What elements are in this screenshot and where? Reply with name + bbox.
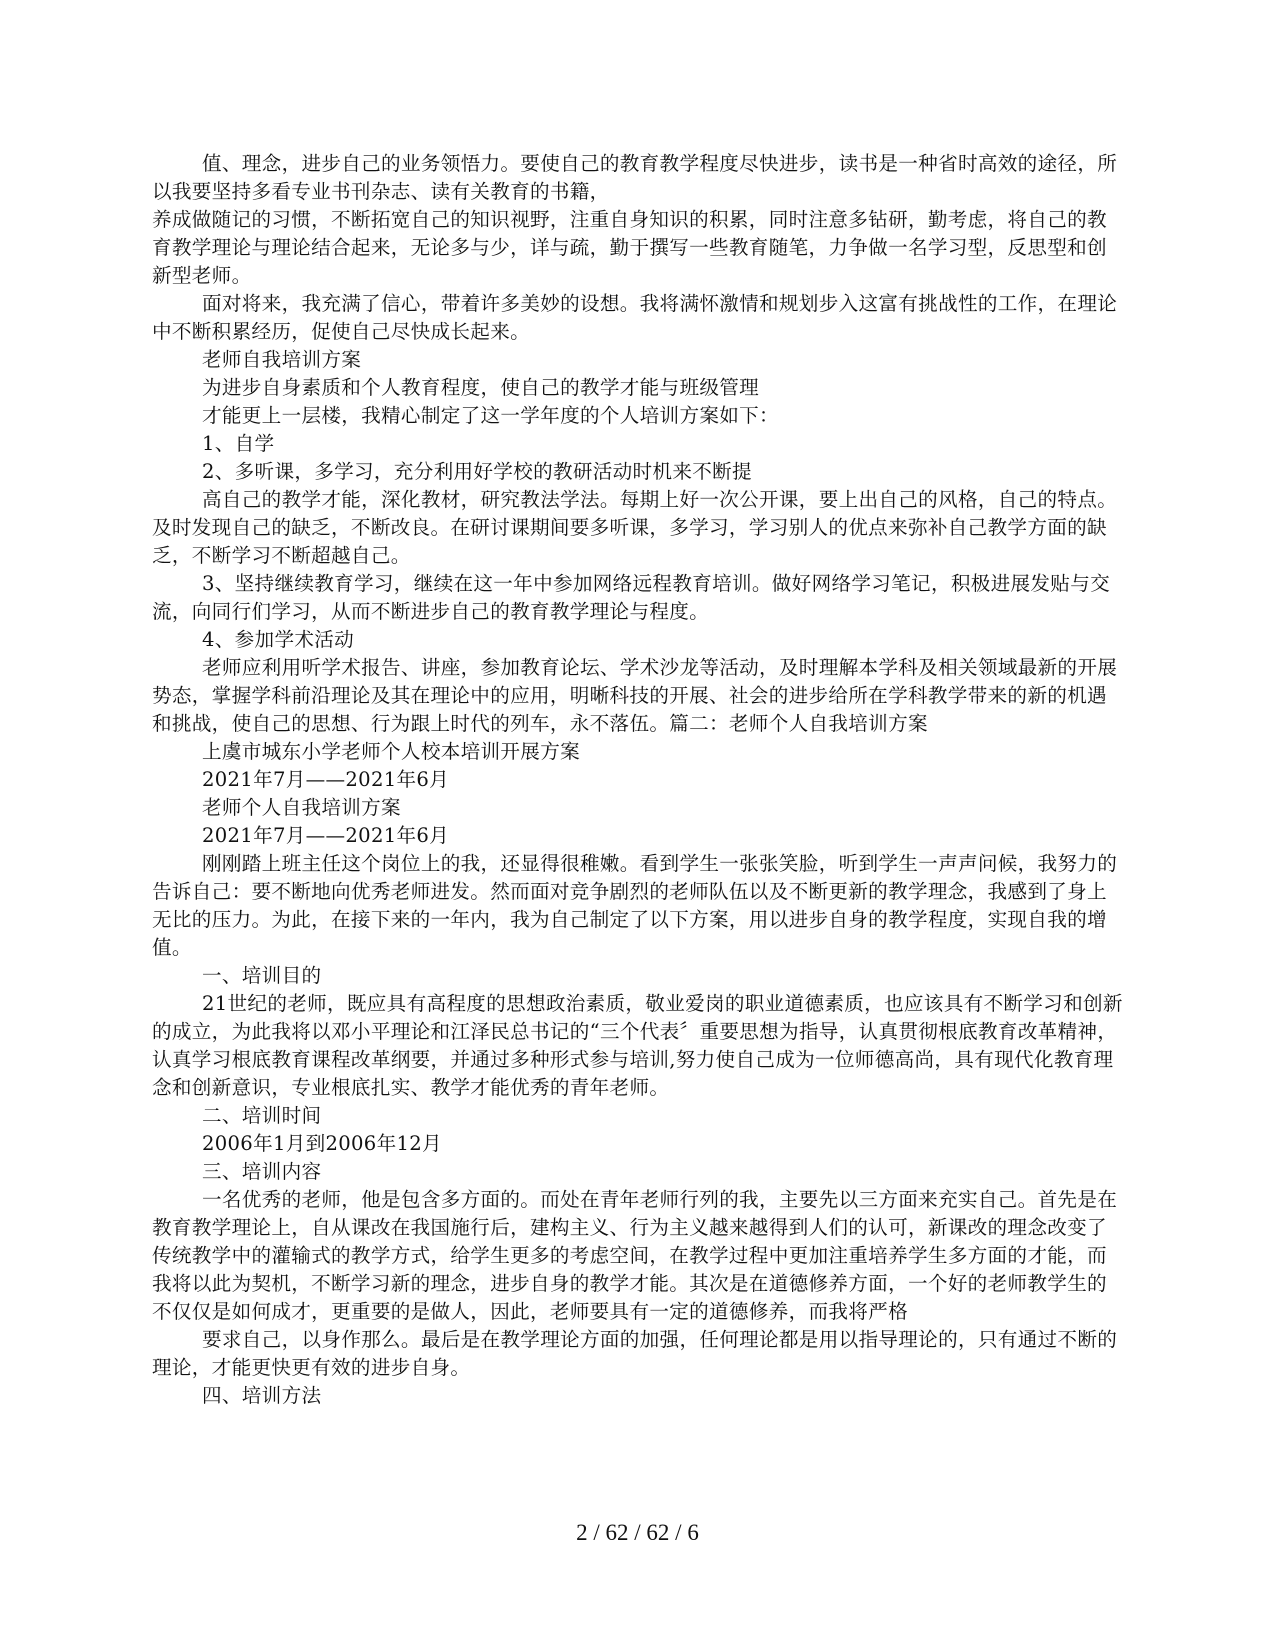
paragraph: 老师自我培训方案 — [202, 348, 362, 371]
page-number-footer: 2 / 62 / 62 / 6 — [576, 1520, 699, 1545]
paragraph: 刚刚踏上班主任这个岗位上的我，还显得很稚嫩。看到学生一张张笑脸，听到学生一声声问候，我努力的告诉自己：要不断地向优秀老师进发。然而面对竞争剧烈的老师队伍以及不断更新的教学理念，我感到了身上无比的压力。为此，在接下来的一年内，我为自己制定了以下方案，用以进步自身的教学程度，实现自我的增值。 — [152, 852, 1118, 959]
paragraph: 要求自己，以身作那么。最后是在教学理论方面的加强，任何理论都是用以指导理论的，只有通过不断的理论，才能更快更有效的进步自身。 — [152, 1328, 1118, 1379]
paragraph: 2、多听课，多学习，充分利用好学校的教研活动时机来不断提 — [202, 460, 752, 483]
paragraph: 才能更上一层楼，我精心制定了这一学年度的个人培训方案如下： — [202, 404, 779, 427]
paragraph: 一名优秀的老师，他是包含多方面的。而处在青年老师行列的我，主要先以三方面来充实自己。首先是在教育教学理论上，自从课改在我国施行后，建构主义、行为主义越来越得到人们的认可，新课改的理念改变了传统教学中的灌输式的教学方式，给学生更多的考虑空间，在教学过程中更加注重培养学生多方面的才能，而我将以此为契机，不断学习新的理念，进步自身的教学才能。其次是在道德修养方面，一个好的老师教学生的不仅仅是如何成才，更重要的是做人，因此，老师要具有一定的道德修养，而我将严格 — [152, 1188, 1118, 1323]
paragraph: 老师个人自我培训方案 — [202, 796, 401, 819]
paragraph: 2021年7月——2021年6月 — [202, 824, 450, 847]
paragraph: 三、培训内容 — [202, 1160, 322, 1183]
paragraph: 为进步自身素质和个人教育程度，使自己的教学才能与班级管理 — [202, 376, 760, 399]
paragraph: 一、培训目的 — [202, 964, 322, 987]
paragraph: 4、参加学术活动 — [202, 628, 355, 651]
paragraph: 养成做随记的习惯，不断拓宽自己的知识视野，注重自身知识的积累，同时注意多钻研，勤考虑，将自己的教育教学理论与理论结合起来，无论多与少，详与疏，勤于撰写一些教育随笔，力争做一名学习型，反思型和创新型老师。 — [152, 208, 1107, 287]
paragraph: 老师应利用听学术报告、讲座，参加教育论坛、学术沙龙等活动，及时理解本学科及相关领域最新的开展势态，掌握学科前沿理论及其在理论中的应用，明晰科技的开展、社会的进步给所在学科教学带来的新的机遇和挑战，使自己的思想、行为跟上时代的列车，永不落伍。篇二：老师个人自我培训方案 — [152, 656, 1118, 735]
paragraph: 1、自学 — [202, 432, 275, 455]
paragraph: 面对将来，我充满了信心，带着许多美妙的设想。我将满怀激情和规划步入这富有挑战性的工作，在理论中不断积累经历，促使自己尽快成长起来。 — [152, 292, 1118, 343]
paragraph: 高自己的教学才能，深化教材，研究教法学法。每期上好一次公开课，要上出自己的风格，自己的特点。及时发现自己的缺乏，不断改良。在研讨课期间要多听课，多学习，学习别人的优点来弥补自己教学方面的缺乏，不断学习不断超越自己。 — [152, 488, 1118, 567]
paragraph: 二、培训时间 — [202, 1104, 322, 1127]
document-body — [152, 150, 1124, 1410]
paragraph: 2006年1月到2006年12月 — [202, 1132, 442, 1155]
paragraph: 21世纪的老师，既应具有高程度的思想政治素质，敬业爱岗的职业道德素质，也应该具有不断学习和创新的成立，为此我将以邓小平理论和江泽民总书记的“三个代表〞重要思想为指导，认真贯彻根底教育改革精神，认真学习根底教育课程改革纲要，并通过多种形式参与培训,努力使自己成为一位师德高尚，具有现代化教育理念和创新意识，专业根底扎实、教学才能优秀的青年老师。 — [152, 992, 1123, 1099]
paragraph: 2021年7月——2021年6月 — [202, 768, 450, 791]
paragraph: 值、理念，进步自己的业务领悟力。要使自己的教育教学程度尽快进步，读书是一种省时高效的途径，所以我要坚持多看专业书刊杂志、读有关教育的书籍， — [152, 152, 1118, 203]
paragraph: 四、培训方法 — [202, 1384, 322, 1407]
paragraph: 3、坚持继续教育学习，继续在这一年中参加网络远程教育培训。做好网络学习笔记，积极进展发贴与交流，向同行们学习，从而不断进步自己的教育教学理论与程度。 — [152, 572, 1110, 623]
paragraph: 上虞市城东小学老师个人校本培训开展方案 — [202, 740, 580, 763]
